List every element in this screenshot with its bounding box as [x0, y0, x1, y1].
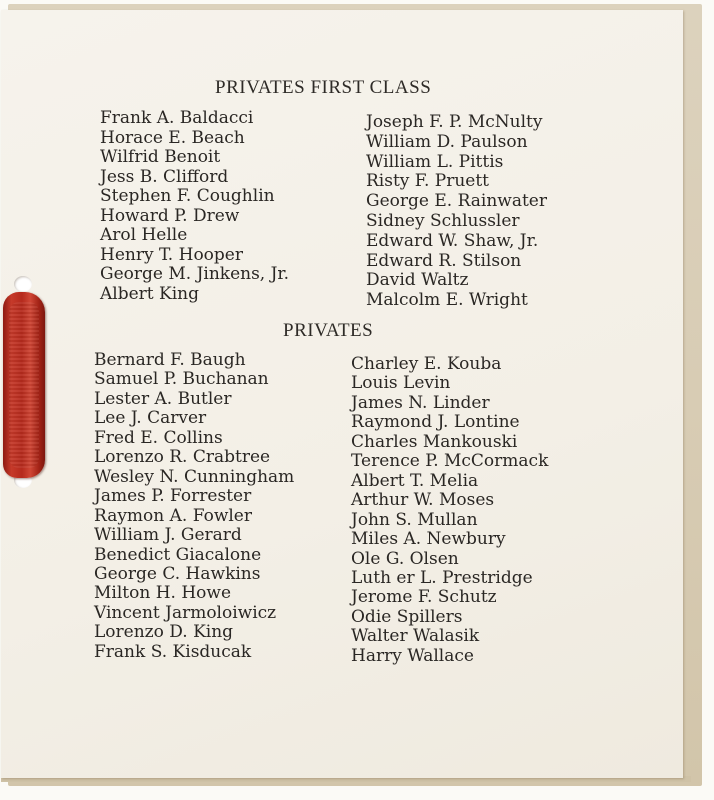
- roster-name: Stephen F. Coughlin: [100, 186, 275, 206]
- roster-name: Luth er L. Prestridge: [351, 567, 533, 588]
- roster-name: Frank S. Kisducak: [94, 641, 252, 662]
- roster-name: Raymond J. Lontine: [351, 412, 520, 433]
- roster-name: Fred E. Collins: [94, 427, 223, 448]
- roster-name: Sidney Schlussler: [366, 210, 520, 231]
- roster-name: Malcolm E. Wright: [366, 290, 528, 311]
- roster-name: Joseph F. P. McNulty: [366, 112, 543, 132]
- roster-name: Lee J. Carver: [94, 408, 207, 429]
- roster-name: Benedict Giacalone: [94, 544, 262, 565]
- roster-name: Lester A. Butler: [94, 388, 232, 409]
- roster-name: Milton H. Howe: [94, 583, 232, 604]
- roster-name: Miles A. Newbury: [351, 529, 506, 550]
- roster-name: Arthur W. Moses: [351, 490, 495, 511]
- roster-name: James N. Linder: [351, 392, 490, 413]
- roster-name: Harry Wallace: [351, 645, 474, 666]
- roster-name: Lorenzo R. Crabtree: [94, 447, 271, 468]
- roster-name: George M. Jinkens, Jr.: [100, 264, 290, 284]
- privates-left-list: [94, 351, 294, 662]
- roster-name: Samuel P. Buchanan: [94, 369, 269, 390]
- roster-name: Charley E. Kouba: [351, 354, 502, 374]
- roster-name: Edward R. Stilson: [366, 250, 522, 271]
- roster-name: Jess B. Clifford: [100, 166, 229, 187]
- roster-name: Louis Levin: [351, 373, 451, 394]
- roster-name: William J. Gerard: [94, 525, 242, 546]
- roster-name: Terence P. McCormack: [351, 451, 549, 472]
- privates-first-class-left-list: [100, 109, 289, 304]
- roster-name: Arol Helle: [100, 225, 188, 245]
- privates-right-list: [351, 355, 548, 666]
- binding-hole-top: [14, 276, 32, 292]
- roster-name: Howard P. Drew: [100, 205, 240, 226]
- roster-name: Vincent Jarmoloiwicz: [94, 602, 277, 623]
- roster-name: Albert T. Melia: [351, 470, 479, 491]
- roster-name: Risty F. Pruett: [366, 171, 489, 192]
- roster-name: Edward W. Shaw, Jr.: [366, 230, 539, 251]
- roster-name: Charles Mankouski: [351, 431, 518, 452]
- roster-name: William L. Pittis: [366, 151, 504, 172]
- roster-name: George E. Rainwater: [366, 191, 547, 212]
- roster-name: Odie Spillers: [351, 606, 463, 627]
- roster-name: Bernard F. Baugh: [94, 350, 246, 370]
- roster-name: John S. Mullan: [351, 509, 478, 530]
- section-heading-privates-first-class: PRIVATES FIRST CLASS: [215, 77, 432, 98]
- roster-name: George C. Hawkins: [94, 563, 261, 584]
- roster-name: Ole G. Olsen: [351, 548, 459, 569]
- roster-name: Raymon A. Fowler: [94, 505, 252, 526]
- roster-name: David Waltz: [366, 270, 469, 291]
- privates-first-class-right-list: [366, 113, 547, 311]
- roster-name: Walter Walasik: [351, 626, 480, 647]
- red-binding-ribbon: [3, 292, 45, 478]
- roster-name: Lorenzo D. King: [94, 622, 234, 643]
- roster-name: Horace E. Beach: [100, 127, 245, 148]
- roster-name: Frank A. Baldacci: [100, 108, 254, 128]
- roster-name: Wilfrid Benoit: [100, 147, 221, 167]
- roster-name: William D. Paulson: [366, 131, 528, 152]
- roster-name: Albert King: [100, 283, 199, 304]
- section-heading-privates: PRIVATES: [283, 320, 374, 341]
- roster-name: Wesley N. Cunningham: [94, 466, 295, 487]
- roster-name: Jerome F. Schutz: [351, 587, 497, 608]
- roster-name: Henry T. Hooper: [100, 244, 243, 265]
- roster-name: James P. Forrester: [94, 486, 252, 507]
